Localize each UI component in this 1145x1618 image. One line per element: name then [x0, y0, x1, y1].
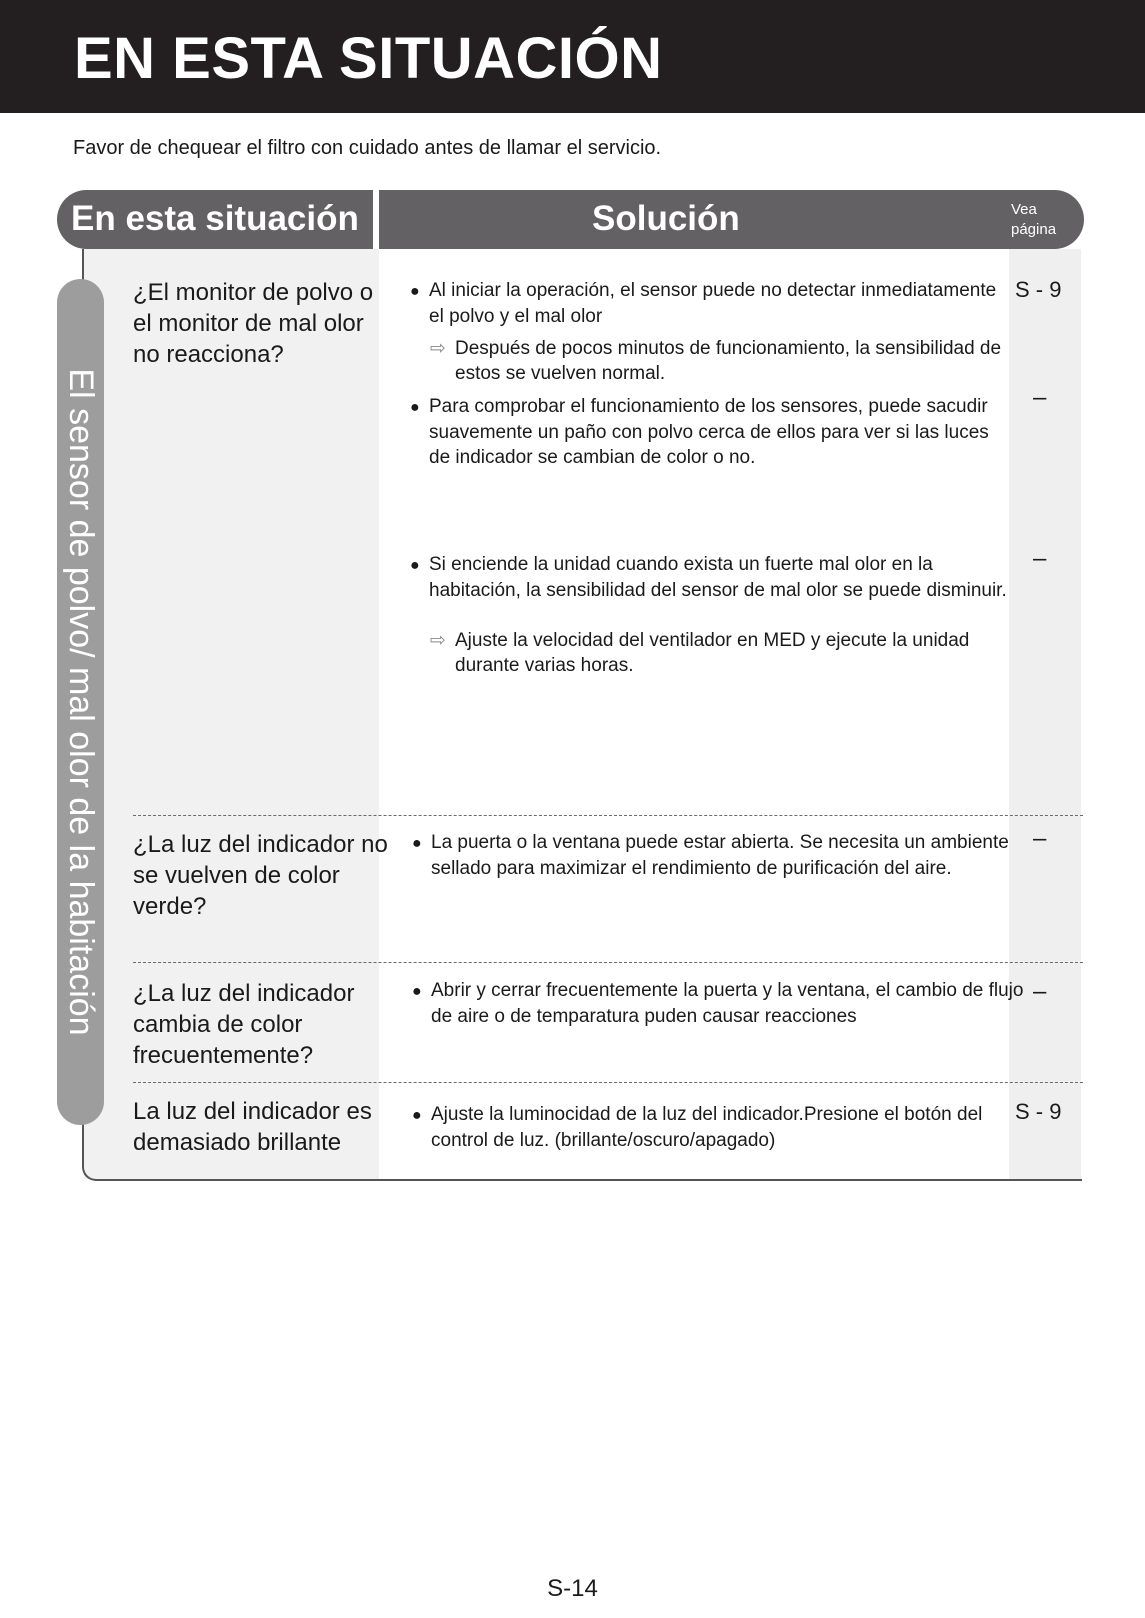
arrow-right-icon: ⇨	[430, 338, 446, 359]
bullet-text: Si enciende la unidad cuando exista un fuerte mal olor en la habitación, la sensibilidad del sensor de mal olor se puede disminuir.	[429, 554, 1007, 601]
solution-1-arrow-1	[430, 336, 1015, 386]
header-situation: En esta situación	[71, 199, 359, 238]
bullet-dot-icon: ●	[412, 1107, 422, 1124]
header-see-page-line-2: página	[1011, 221, 1057, 238]
bullet-dot-icon: ●	[410, 557, 420, 574]
row-divider	[133, 1082, 1083, 1083]
solution-2-bullet-1	[412, 830, 1016, 881]
page-number: S-14	[547, 1575, 598, 1602]
bullet-dot-icon: ●	[412, 983, 422, 1000]
row-divider	[133, 815, 1083, 816]
see-page-1-1: S - 9	[1015, 277, 1062, 302]
header-see-page-line-1: Vea	[1011, 201, 1037, 218]
solution-1-bullet-2	[410, 394, 1014, 470]
arrow-text: Después de pocos minutos de funcionamiento, la sensibilidad de estos se vuelven normal.	[455, 338, 1002, 384]
see-page-4-1: S - 9	[1015, 1099, 1062, 1124]
question-4: La luz del indicador es demasiado brillante	[133, 1098, 372, 1156]
see-page-2-1: –	[1033, 825, 1047, 852]
solution-1-bullet-1	[410, 278, 1014, 329]
page-title: EN ESTA SITUACIÓN	[74, 26, 663, 91]
question-2: ¿La luz del indicador no se vuelven de color verde?	[133, 831, 388, 920]
title-bar	[0, 0, 1145, 113]
bullet-text: Ajuste la luminocidad de la luz del indicador.Presione el botón del control de luz. (brillante/oscuro/apagado)	[431, 1104, 983, 1151]
arrow-text: Ajuste la velocidad del ventilador en MED y ejecute la unidad durante varias horas.	[455, 630, 970, 676]
row-divider	[133, 962, 1083, 963]
bullet-dot-icon: ●	[412, 835, 422, 852]
bullet-dot-icon: ●	[410, 283, 420, 300]
question-1: ¿El monitor de polvo o el monitor de mal olor no reacciona?	[133, 279, 374, 368]
solution-3-bullet-1	[412, 978, 1031, 1029]
solution-1-arrow-3	[430, 628, 1015, 678]
solution-1-bullet-3	[410, 552, 1014, 603]
see-page-1-3: –	[1033, 545, 1047, 572]
solution-4-bullet-1	[412, 1102, 1031, 1153]
see-page-1-2: –	[1033, 384, 1047, 411]
bullet-text: La puerta o la ventana puede estar abierta. Se necesita un ambiente sellado para maximizar el rendimiento de purificación del aire.	[431, 832, 1009, 879]
header-see-page	[1011, 200, 1056, 240]
bullet-dot-icon: ●	[410, 399, 420, 416]
bullet-text: Abrir y cerrar frecuentemente la puerta y la ventana, el cambio de flujo de aire o de temparatura puden causar reacciones	[431, 980, 1024, 1027]
header-separator	[373, 190, 379, 249]
header-solution: Solución	[592, 199, 740, 238]
question-3: ¿La luz del indicador cambia de color frecuentemente?	[133, 980, 355, 1069]
arrow-right-icon: ⇨	[430, 630, 446, 651]
table-header	[57, 190, 1084, 249]
bullet-text: Al iniciar la operación, el sensor puede no detectar inmediatamente el polvo y el mal olor	[429, 280, 997, 327]
intro-text: Favor de chequear el filtro con cuidado antes de llamar el servicio.	[73, 137, 662, 159]
category-text: El sensor de polvo/ mal olor de la habitación	[61, 368, 100, 1036]
see-page-3-1: –	[1033, 978, 1047, 1005]
bullet-text: Para comprobar el funcionamiento de los sensores, puede sacudir suavemente un paño con polvo cerca de ellos para ver si las luces de indicador se cambian de color o no.	[429, 396, 989, 468]
category-label	[57, 279, 104, 1125]
